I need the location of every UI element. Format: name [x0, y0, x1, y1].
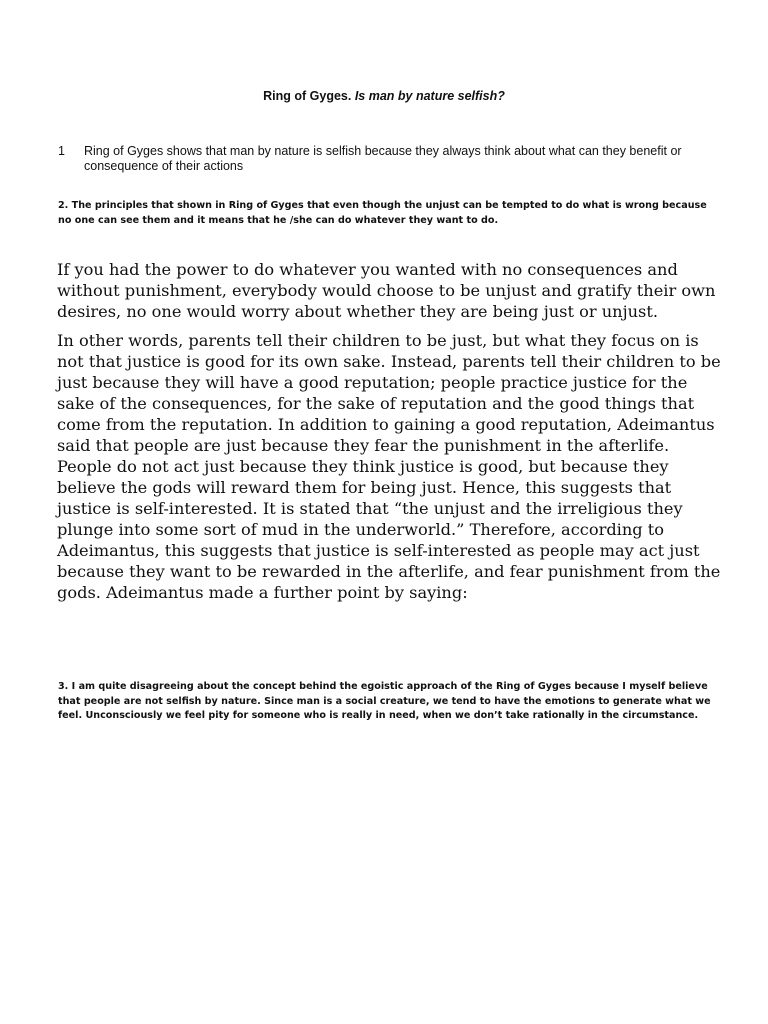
essay-paragraph-1: If you had the power to do whatever you wanted with no consequences and without punishment, everybody would choose to be unjust and gratify their own desires, no one would worry about whether they are being just or unjust.	[57, 260, 716, 321]
document-title	[0, 89, 768, 103]
title-text: Ring of Gyges.	[263, 89, 352, 103]
essay-paragraph-2: In other words, parents tell their children to be just, but what they focus on is not that justice is good for its own sake. Instead, parents tell their children to be just because they will have a good reputation; people practice justice for the sake of the consequences, for the sake of reputation and the good things that come from the reputation. In addition to gaining a good reputation, Adeimantus said that people are just because they fear the punishment in the afterlife. People do not act just because they think justice is good, but because they believe the gods will reward them for being just. Hence, this suggests that justice is self-interested. It is stated that “the unjust and the irreligious they plunge into some sort of mud in the underworld.” Therefore, according to Adeimantus, this suggests that justice is self-interested as people may act just because they want to be rewarded in the afterlife, and fear punishment from the gods. Adeimantus made a further point by saying:	[57, 331, 721, 602]
title-question: Is man by nature selfish?	[354, 89, 505, 103]
item-2: 2. The principles that shown in Ring of Gyges that even though the unjust can be tempted to do what is wrong because no one can see them and it means that he /she can do whatever they want to do.	[58, 200, 707, 226]
item-3: 3. I am quite disagreeing about the concept behind the egoistic approach of the Ring of Gyges because I myself believe that people are not selfish by nature. Since man is a social creature, we tend to have the emotions to generate what we feel. Unconsciously we feel pity for someone who is really in need, when we don’t take rationally in the circumstance.	[58, 681, 711, 721]
item-1	[58, 144, 698, 174]
essay-body	[57, 259, 725, 611]
item-1-text: Ring of Gyges shows that man by nature is selfish because they always think about what can they benefit or consequence of their actions	[84, 144, 682, 173]
item-1-number: 1	[58, 144, 65, 158]
